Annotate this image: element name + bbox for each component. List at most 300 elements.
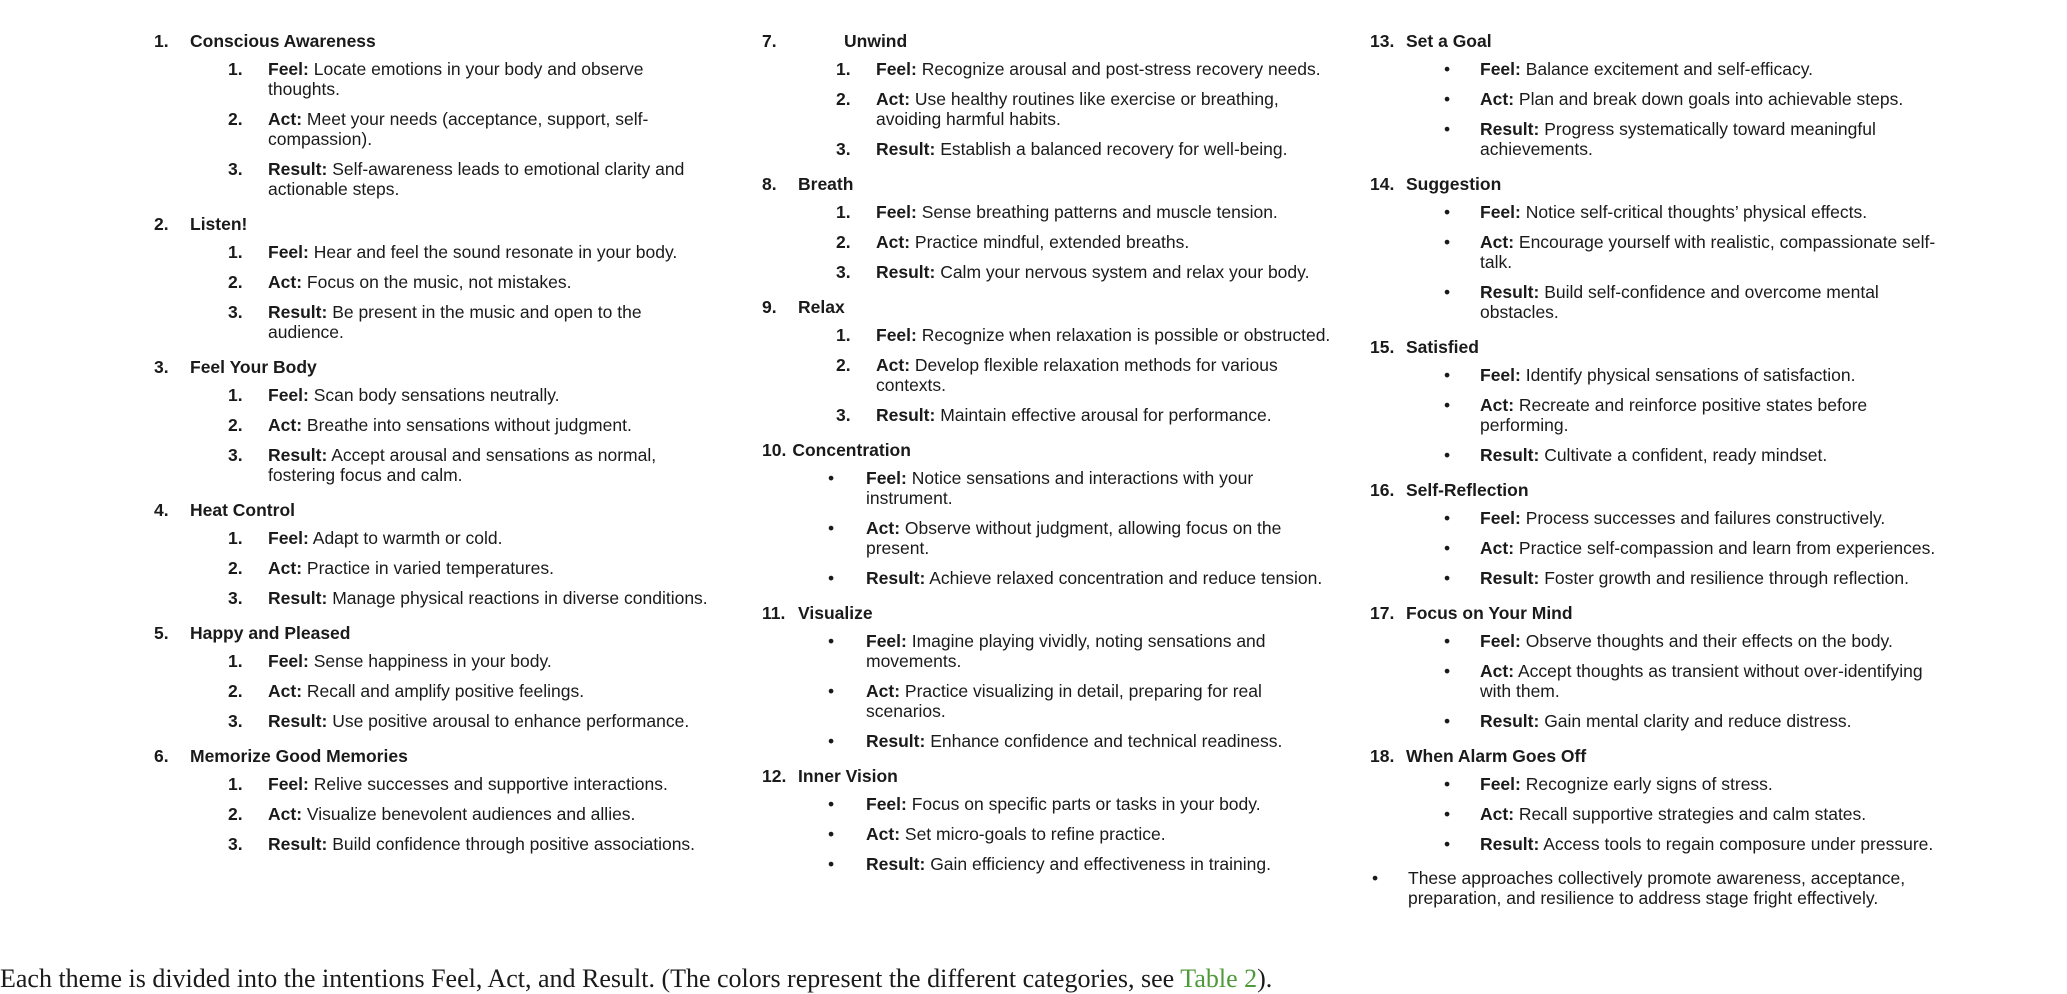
item-text-wrap bbox=[1480, 119, 1950, 159]
intention-list bbox=[154, 242, 714, 342]
intention-item bbox=[154, 445, 714, 485]
theme-title: Memorize Good Memories bbox=[190, 746, 408, 766]
intention-label: Feel: bbox=[268, 59, 309, 79]
theme-number: 6. bbox=[154, 746, 169, 766]
intention-text: Recognize early signs of stress. bbox=[1525, 774, 1773, 794]
caption-text: Each theme is divided into the intentions Feel, Act, and Result. (The colors represent the different categories, see bbox=[0, 964, 1181, 993]
item-marker: 1. bbox=[228, 774, 243, 794]
intention-label: Feel: bbox=[876, 59, 917, 79]
theme-number: 18. bbox=[1370, 746, 1395, 766]
intention-text: Focus on the music, not mistakes. bbox=[306, 272, 572, 292]
theme-heading bbox=[154, 622, 714, 644]
intention-list bbox=[762, 59, 1342, 159]
intention-text: Breathe into sensations without judgment. bbox=[306, 415, 632, 435]
intention-label: Act: bbox=[866, 681, 901, 701]
item-text-wrap bbox=[866, 824, 1342, 844]
intention-label: Feel: bbox=[1480, 774, 1521, 794]
column-3 bbox=[1370, 30, 1950, 908]
item-text-wrap bbox=[268, 272, 714, 292]
intention-text: Recall and amplify positive feelings. bbox=[306, 681, 585, 701]
intention-list bbox=[762, 794, 1342, 874]
item-marker: 2. bbox=[228, 415, 243, 435]
item-text-wrap bbox=[1480, 89, 1950, 109]
item-marker: • bbox=[1444, 711, 1451, 731]
theme-title: Set a Goal bbox=[1406, 31, 1492, 51]
item-text-wrap bbox=[268, 302, 714, 342]
theme-block bbox=[1370, 602, 1950, 731]
intention-item bbox=[1370, 202, 1950, 222]
item-marker: 3. bbox=[836, 139, 851, 159]
intention-item bbox=[762, 139, 1342, 159]
theme-title: Happy and Pleased bbox=[190, 623, 351, 643]
theme-heading bbox=[154, 745, 714, 767]
column-2 bbox=[762, 30, 1342, 888]
intention-text: Establish a balanced recovery for well-being. bbox=[940, 139, 1288, 159]
intention-text: Practice self-compassion and learn from experiences. bbox=[1518, 538, 1936, 558]
intention-item bbox=[762, 794, 1342, 814]
item-text-wrap bbox=[268, 159, 714, 199]
intention-label: Feel: bbox=[1480, 202, 1521, 222]
intention-item bbox=[1370, 804, 1950, 824]
item-text-wrap bbox=[876, 202, 1342, 222]
item-text-wrap bbox=[1480, 661, 1950, 701]
theme-number: 7. bbox=[762, 31, 777, 51]
intention-item bbox=[154, 834, 714, 854]
theme-block bbox=[1370, 745, 1950, 854]
intention-label: Result: bbox=[268, 302, 328, 322]
intention-list bbox=[762, 325, 1342, 425]
theme-block bbox=[154, 356, 714, 485]
intention-item bbox=[154, 711, 714, 731]
intention-list bbox=[1370, 365, 1950, 465]
intention-label: Act: bbox=[268, 272, 303, 292]
intention-label: Feel: bbox=[268, 651, 309, 671]
item-marker: • bbox=[1444, 774, 1451, 794]
intention-label: Feel: bbox=[876, 202, 917, 222]
theme-number: 17. bbox=[1370, 603, 1395, 623]
item-text-wrap bbox=[268, 588, 714, 608]
intention-label: Result: bbox=[866, 731, 926, 751]
item-text-wrap bbox=[268, 834, 714, 854]
item-text-wrap bbox=[876, 355, 1342, 395]
intention-label: Feel: bbox=[268, 385, 309, 405]
item-text-wrap bbox=[866, 468, 1342, 508]
intention-text: Recognize arousal and post-stress recovery needs. bbox=[921, 59, 1321, 79]
intention-item bbox=[154, 528, 714, 548]
intention-item bbox=[154, 109, 714, 149]
intention-item bbox=[154, 774, 714, 794]
intention-list bbox=[154, 59, 714, 199]
item-text-wrap bbox=[866, 681, 1342, 721]
item-marker: 2. bbox=[228, 558, 243, 578]
intention-text: Maintain effective arousal for performance. bbox=[940, 405, 1272, 425]
item-text-wrap bbox=[876, 59, 1342, 79]
figure-caption bbox=[0, 964, 2067, 994]
intention-text: Build self-confidence and overcome mental obstacles. bbox=[1480, 282, 1879, 322]
intention-item bbox=[1370, 282, 1950, 322]
theme-number: 5. bbox=[154, 623, 169, 643]
intention-label: Act: bbox=[876, 232, 911, 252]
summary-note bbox=[1370, 868, 1950, 908]
column-1 bbox=[154, 30, 714, 868]
theme-block bbox=[1370, 479, 1950, 588]
theme-title: Visualize bbox=[798, 603, 873, 623]
intention-label: Feel: bbox=[866, 794, 907, 814]
item-marker: • bbox=[1444, 631, 1451, 651]
intention-label: Result: bbox=[866, 568, 926, 588]
intention-label: Act: bbox=[1480, 89, 1515, 109]
item-text-wrap bbox=[1480, 538, 1950, 558]
item-marker: 2. bbox=[836, 89, 851, 109]
intention-list bbox=[762, 202, 1342, 282]
theme-block bbox=[762, 296, 1342, 425]
item-text-wrap bbox=[1480, 445, 1950, 465]
item-marker: • bbox=[1444, 59, 1451, 79]
intention-label: Result: bbox=[1480, 282, 1540, 302]
theme-heading bbox=[154, 356, 714, 378]
intention-text: Achieve relaxed concentration and reduce tension. bbox=[929, 568, 1323, 588]
item-marker: 3. bbox=[228, 588, 243, 608]
item-marker: • bbox=[1444, 89, 1451, 109]
item-marker: • bbox=[1444, 661, 1451, 681]
intention-label: Act: bbox=[1480, 661, 1515, 681]
intention-text: Foster growth and resilience through reflection. bbox=[1544, 568, 1909, 588]
theme-number: 2. bbox=[154, 214, 169, 234]
intention-text: Use positive arousal to enhance performance. bbox=[332, 711, 690, 731]
intention-label: Feel: bbox=[1480, 508, 1521, 528]
item-text-wrap bbox=[1480, 631, 1950, 651]
intention-item bbox=[154, 159, 714, 199]
table-2-link[interactable]: Table 2 bbox=[1180, 964, 1258, 993]
intention-item bbox=[154, 272, 714, 292]
item-marker: 2. bbox=[228, 109, 243, 129]
intention-text: Recreate and reinforce positive states before performing. bbox=[1480, 395, 1868, 435]
item-marker: • bbox=[1444, 804, 1451, 824]
item-text-wrap bbox=[268, 804, 714, 824]
item-text-wrap bbox=[268, 242, 714, 262]
intention-item bbox=[1370, 232, 1950, 272]
caption-text-end: ). bbox=[1257, 964, 1273, 993]
intention-item bbox=[154, 302, 714, 342]
item-marker: • bbox=[1444, 365, 1451, 385]
intention-label: Result: bbox=[1480, 711, 1540, 731]
theme-title: Listen! bbox=[190, 214, 248, 234]
theme-block bbox=[154, 622, 714, 731]
item-marker: • bbox=[828, 631, 835, 651]
intention-label: Feel: bbox=[866, 468, 907, 488]
item-marker: 1. bbox=[228, 385, 243, 405]
intention-text: Scan body sensations neutrally. bbox=[313, 385, 560, 405]
item-text-wrap bbox=[1480, 282, 1950, 322]
theme-title: Inner Vision bbox=[798, 766, 898, 786]
intention-item bbox=[1370, 538, 1950, 558]
intention-text: Notice self-critical thoughts’ physical effects. bbox=[1525, 202, 1868, 222]
item-text-wrap bbox=[1480, 774, 1950, 794]
item-text-wrap bbox=[268, 109, 714, 149]
item-marker: • bbox=[828, 468, 835, 488]
intention-text: Practice mindful, extended breaths. bbox=[914, 232, 1190, 252]
intention-text: Observe without judgment, allowing focus on the present. bbox=[866, 518, 1282, 558]
theme-heading bbox=[762, 439, 1342, 461]
theme-heading bbox=[1370, 336, 1950, 358]
intention-label: Act: bbox=[1480, 232, 1515, 252]
item-text-wrap bbox=[876, 89, 1342, 129]
intention-item bbox=[762, 202, 1342, 222]
item-marker: 3. bbox=[228, 159, 243, 179]
intention-text: Develop flexible relaxation methods for various contexts. bbox=[876, 355, 1278, 395]
summary-text: These approaches collectively promote awareness, acceptance, preparation, and resilience to address stage fright effectively. bbox=[1408, 868, 1906, 908]
item-marker: • bbox=[1444, 202, 1451, 222]
intention-list bbox=[1370, 59, 1950, 159]
theme-number: 15. bbox=[1370, 337, 1395, 357]
item-marker: 1. bbox=[228, 528, 243, 548]
intention-item bbox=[1370, 834, 1950, 854]
intention-item bbox=[1370, 631, 1950, 651]
intention-text: Encourage yourself with realistic, compassionate self-talk. bbox=[1480, 232, 1936, 272]
intention-item bbox=[762, 518, 1342, 558]
intention-item bbox=[1370, 774, 1950, 794]
item-text-wrap bbox=[1480, 59, 1950, 79]
item-marker: 3. bbox=[228, 834, 243, 854]
intention-item bbox=[1370, 508, 1950, 528]
intention-list bbox=[154, 385, 714, 485]
intention-item bbox=[762, 325, 1342, 345]
intention-text: Use healthy routines like exercise or breathing, avoiding harmful habits. bbox=[876, 89, 1279, 129]
item-marker: 3. bbox=[836, 262, 851, 282]
intention-text: Build confidence through positive associations. bbox=[332, 834, 696, 854]
intention-label: Feel: bbox=[1480, 631, 1521, 651]
item-text-wrap bbox=[1480, 508, 1950, 528]
intention-text: Gain mental clarity and reduce distress. bbox=[1544, 711, 1852, 731]
item-text-wrap bbox=[866, 731, 1342, 751]
theme-number: 10. bbox=[762, 440, 787, 460]
intention-text: Access tools to regain composure under pressure. bbox=[1543, 834, 1934, 854]
intention-text: Adapt to warmth or cold. bbox=[312, 528, 503, 548]
intention-item bbox=[762, 262, 1342, 282]
intention-label: Act: bbox=[876, 89, 911, 109]
theme-block bbox=[1370, 336, 1950, 465]
intention-text: Balance excitement and self-efficacy. bbox=[1525, 59, 1814, 79]
item-marker: 2. bbox=[836, 232, 851, 252]
theme-heading bbox=[1370, 173, 1950, 195]
item-text-wrap bbox=[866, 794, 1342, 814]
theme-block bbox=[154, 213, 714, 342]
item-marker: • bbox=[1444, 119, 1451, 139]
intention-label: Act: bbox=[1480, 538, 1515, 558]
intention-item bbox=[1370, 661, 1950, 701]
intention-text: Visualize benevolent audiences and allies. bbox=[306, 804, 636, 824]
item-text-wrap bbox=[268, 415, 714, 435]
item-text-wrap bbox=[268, 528, 714, 548]
intention-label: Act: bbox=[876, 355, 911, 375]
theme-number: 9. bbox=[762, 297, 777, 317]
intention-label: Feel: bbox=[1480, 365, 1521, 385]
item-marker: 2. bbox=[228, 681, 243, 701]
item-text-wrap bbox=[268, 651, 714, 671]
intention-text: Imagine playing vividly, noting sensations and movements. bbox=[866, 631, 1266, 671]
intention-text: Process successes and failures constructively. bbox=[1525, 508, 1886, 528]
item-marker: 3. bbox=[836, 405, 851, 425]
summary-bullet: • bbox=[1372, 868, 1379, 888]
intention-label: Act: bbox=[866, 824, 901, 844]
intention-item bbox=[762, 824, 1342, 844]
item-marker: 3. bbox=[228, 302, 243, 322]
theme-number: 13. bbox=[1370, 31, 1395, 51]
intention-item bbox=[154, 242, 714, 262]
intention-item bbox=[154, 681, 714, 701]
intention-item bbox=[1370, 365, 1950, 385]
intention-label: Act: bbox=[268, 109, 303, 129]
item-text-wrap bbox=[866, 518, 1342, 558]
item-text-wrap bbox=[1480, 202, 1950, 222]
intention-text: Set micro-goals to refine practice. bbox=[904, 824, 1166, 844]
intention-item bbox=[1370, 89, 1950, 109]
theme-title: Breath bbox=[798, 174, 854, 194]
intention-label: Result: bbox=[268, 445, 328, 465]
theme-heading bbox=[1370, 745, 1950, 767]
item-text-wrap bbox=[1480, 568, 1950, 588]
theme-number: 11. bbox=[762, 603, 786, 623]
intention-text: Progress systematically toward meaningful achievements. bbox=[1480, 119, 1876, 159]
item-text-wrap bbox=[876, 232, 1342, 252]
intention-text: Accept thoughts as transient without over-identifying with them. bbox=[1480, 661, 1923, 701]
item-text-wrap bbox=[866, 854, 1342, 874]
theme-heading bbox=[154, 213, 714, 235]
theme-heading bbox=[154, 499, 714, 521]
intention-text: Notice sensations and interactions with your instrument. bbox=[866, 468, 1254, 508]
intention-label: Result: bbox=[876, 405, 936, 425]
theme-heading bbox=[762, 173, 1342, 195]
theme-heading bbox=[1370, 602, 1950, 624]
item-text-wrap bbox=[268, 681, 714, 701]
intention-item bbox=[762, 568, 1342, 588]
item-text-wrap bbox=[268, 711, 714, 731]
intention-label: Feel: bbox=[1480, 59, 1521, 79]
intention-text: Recall supportive strategies and calm states. bbox=[1518, 804, 1867, 824]
intention-text: Focus on specific parts or tasks in your body. bbox=[911, 794, 1261, 814]
intention-text: Sense breathing patterns and muscle tension. bbox=[921, 202, 1278, 222]
theme-number: 8. bbox=[762, 174, 777, 194]
intention-item bbox=[1370, 59, 1950, 79]
intention-label: Act: bbox=[1480, 395, 1515, 415]
intention-label: Act: bbox=[268, 558, 303, 578]
intention-label: Result: bbox=[1480, 445, 1540, 465]
intention-item bbox=[154, 804, 714, 824]
intention-text: Hear and feel the sound resonate in your body. bbox=[313, 242, 678, 262]
theme-number: 14. bbox=[1370, 174, 1395, 194]
item-marker: 1. bbox=[228, 59, 243, 79]
intention-label: Result: bbox=[268, 711, 328, 731]
item-text-wrap bbox=[1480, 711, 1950, 731]
intention-item bbox=[762, 232, 1342, 252]
intention-text: Locate emotions in your body and observe thoughts. bbox=[268, 59, 644, 99]
item-text-wrap bbox=[1480, 804, 1950, 824]
item-marker: • bbox=[1444, 834, 1451, 854]
intention-label: Result: bbox=[268, 159, 328, 179]
intention-item bbox=[1370, 445, 1950, 465]
theme-number: 1. bbox=[154, 31, 169, 51]
intention-label: Feel: bbox=[268, 774, 309, 794]
intention-item bbox=[762, 59, 1342, 79]
theme-number: 4. bbox=[154, 500, 169, 520]
intention-label: Feel: bbox=[876, 325, 917, 345]
item-marker: • bbox=[1444, 538, 1451, 558]
intention-item bbox=[1370, 119, 1950, 159]
intention-text: Practice in varied temperatures. bbox=[306, 558, 554, 578]
item-text-wrap bbox=[876, 139, 1342, 159]
intention-item bbox=[154, 385, 714, 405]
item-marker: 1. bbox=[228, 651, 243, 671]
item-text-wrap bbox=[866, 568, 1342, 588]
theme-heading bbox=[762, 30, 1342, 52]
intention-label: Result: bbox=[876, 262, 936, 282]
item-marker: 1. bbox=[228, 242, 243, 262]
theme-heading bbox=[762, 765, 1342, 787]
intention-list bbox=[1370, 774, 1950, 854]
intention-list bbox=[762, 631, 1342, 751]
intention-label: Result: bbox=[866, 854, 926, 874]
intention-label: Feel: bbox=[268, 528, 309, 548]
intention-item bbox=[154, 558, 714, 578]
intention-label: Result: bbox=[1480, 119, 1540, 139]
intention-item bbox=[762, 631, 1342, 671]
theme-block bbox=[154, 745, 714, 854]
intention-label: Act: bbox=[268, 415, 303, 435]
item-marker: • bbox=[828, 731, 835, 751]
theme-heading bbox=[762, 602, 1342, 624]
item-marker: • bbox=[828, 794, 835, 814]
intention-item bbox=[762, 468, 1342, 508]
intention-text: Plan and break down goals into achievable steps. bbox=[1518, 89, 1904, 109]
theme-heading bbox=[1370, 479, 1950, 501]
intention-list bbox=[1370, 202, 1950, 322]
intention-list bbox=[154, 774, 714, 854]
theme-block bbox=[1370, 173, 1950, 322]
theme-block bbox=[154, 30, 714, 199]
intention-item bbox=[154, 59, 714, 99]
intention-text: Practice visualizing in detail, preparing for real scenarios. bbox=[866, 681, 1262, 721]
item-marker: • bbox=[828, 518, 835, 538]
theme-title: Satisfied bbox=[1406, 337, 1479, 357]
intention-item bbox=[762, 89, 1342, 129]
intention-label: Act: bbox=[268, 804, 303, 824]
item-text-wrap bbox=[1480, 395, 1950, 435]
theme-heading bbox=[154, 30, 714, 52]
intention-label: Feel: bbox=[268, 242, 309, 262]
intention-text: Calm your nervous system and relax your body. bbox=[940, 262, 1310, 282]
intention-text: Manage physical reactions in diverse conditions. bbox=[332, 588, 708, 608]
theme-title: Suggestion bbox=[1406, 174, 1502, 194]
intention-item bbox=[154, 415, 714, 435]
intention-label: Result: bbox=[1480, 568, 1540, 588]
item-marker: • bbox=[828, 854, 835, 874]
intention-label: Result: bbox=[268, 834, 328, 854]
item-marker: 1. bbox=[836, 202, 851, 222]
intention-list bbox=[1370, 508, 1950, 588]
item-marker: 1. bbox=[836, 59, 851, 79]
item-marker: 1. bbox=[836, 325, 851, 345]
intention-item bbox=[154, 588, 714, 608]
intention-text: Enhance confidence and technical readiness. bbox=[930, 731, 1283, 751]
item-text-wrap bbox=[268, 445, 714, 485]
theme-title: Conscious Awareness bbox=[190, 31, 376, 51]
theme-number: 16. bbox=[1370, 480, 1395, 500]
intention-text: Identify physical sensations of satisfaction. bbox=[1525, 365, 1856, 385]
theme-block bbox=[762, 173, 1342, 282]
theme-heading bbox=[762, 296, 1342, 318]
intention-text: Accept arousal and sensations as normal, fostering focus and calm. bbox=[268, 445, 657, 485]
intention-text: Relive successes and supportive interactions. bbox=[313, 774, 668, 794]
